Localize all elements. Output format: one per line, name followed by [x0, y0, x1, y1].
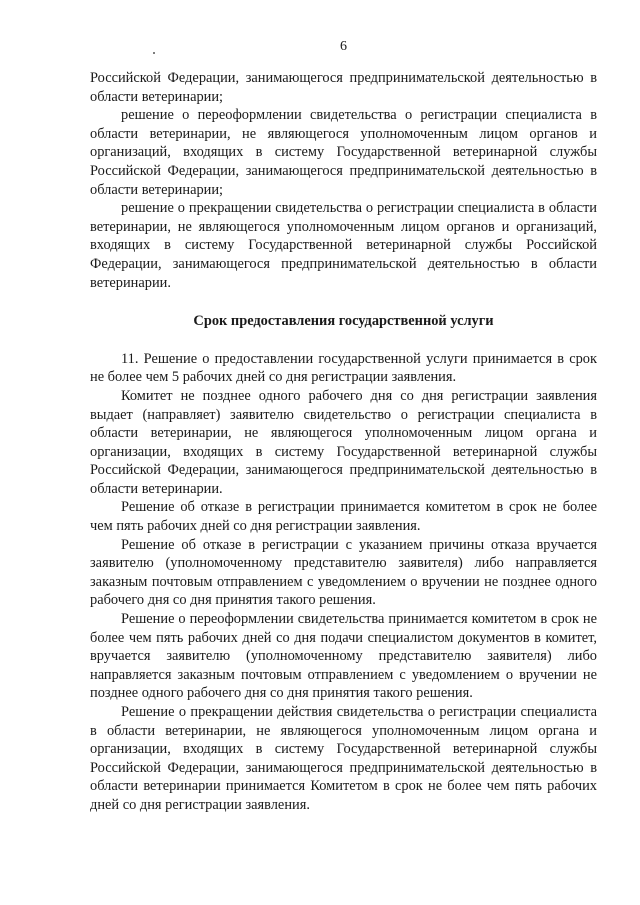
page-number: 6: [340, 39, 347, 54]
paragraph: Решение о прекращении действия свидетельства о регистрации специалиста в области ветеринарии, не являющегося уполномоченным лицом органа и организации, входящих в систему Государственной ветеринарной службы Российской Федерации, занимающегося предпринимательской деятельностью в области ветеринарии принимается Комитетом в срок не более чем пять рабочих дней со дня регистрации заявления.: [90, 704, 597, 813]
paragraph: решение о прекращении свидетельства о регистрации специалиста в области ветеринарии, не являющегося уполномоченным лицом органов и организаций, входящих в систему Государственной ветеринарной службы Российской Федерации, занимающегося предпринимательской деятельностью в области ветеринарии.: [90, 200, 597, 291]
paragraph: Решение об отказе в регистрации принимается комитетом в срок не более чем пять рабочих дней со дня регистрации заявления.: [90, 499, 597, 535]
section-heading: Срок предоставления государственной услуги: [193, 313, 494, 330]
paragraph: решение о переоформлении свидетельства о регистрации специалиста в области ветеринарии, не являющегося уполномоченным лицом органов и организаций, входящих в систему Государственной ветеринарной службы Российской Федерации, занимающегося предпринимательской деятельностью в области ветеринарии;: [90, 107, 597, 198]
paragraph: 11. Решение о предоставлении государственной услуги принимается в срок не более чем 5 рабочих дней со дня регистрации заявления.: [90, 350, 597, 386]
scan-speck: [153, 52, 155, 54]
paragraph: Решение о переоформлении свидетельства принимается комитетом в срок не более чем пять рабочих дней со дня подачи специалистом документов в комитет, вручается заявителю (уполномоченному представителю заявителя) либо направляется заказным почтовым отправлением с уведомлением о вручении не позднее одного рабочего дня со дня принятия такого решения.: [90, 611, 597, 702]
paragraph: Российской Федерации, занимающегося предпринимательской деятельностью в области ветеринарии;: [90, 70, 597, 105]
paragraph: Комитет не позднее одного рабочего дня со дня регистрации заявления выдает (направляет) заявителю свидетельство о регистрации специалиста в области ветеринарии, не являющегося уполномоченным лицом органа и организации, входящих в систему Государственной ветеринарной службы Российской Федерации, занимающегося предпринимательской деятельностью в области ветеринарии.: [90, 387, 597, 497]
paragraph: Решение об отказе в регистрации с указанием причины отказа вручается заявителю (уполномоченному представителю заявителя) либо направляется заказным почтовым отправлением с уведомлением о вручении не позднее одного рабочего дня со дня принятия такого решения.: [90, 536, 597, 609]
document-body: [90, 69, 597, 815]
